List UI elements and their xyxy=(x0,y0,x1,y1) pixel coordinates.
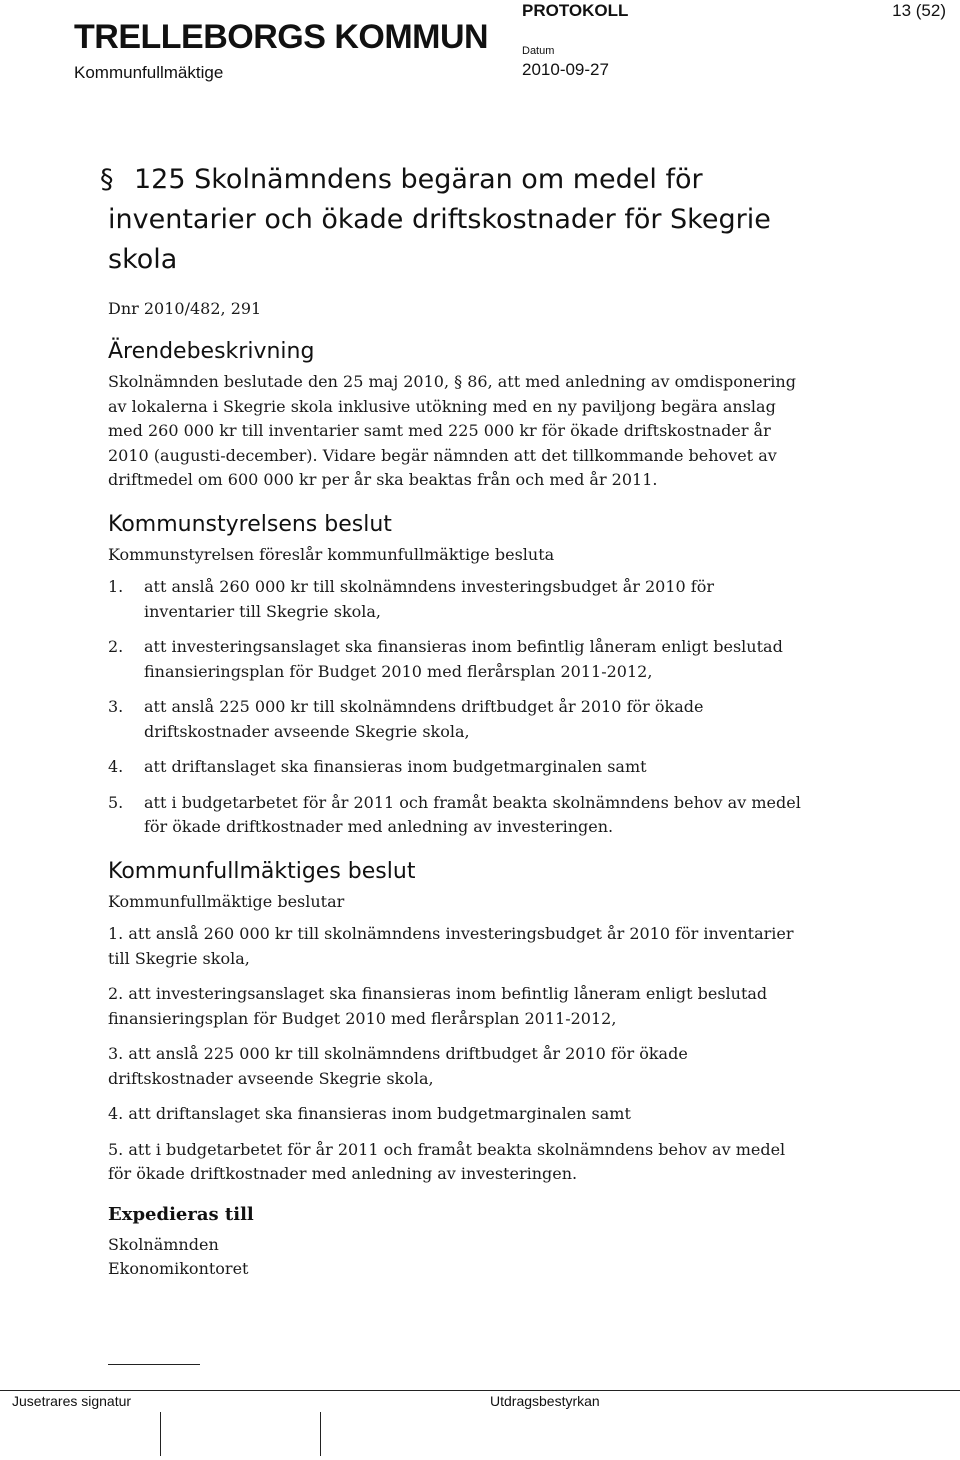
list-item: 4. att driftanslaget ska finansieras inom budgetmarginalen samt xyxy=(108,1104,631,1123)
kf-decision-intro: Kommunfullmäktige beslutar xyxy=(108,891,345,911)
separator-line xyxy=(108,1364,200,1365)
section-title xyxy=(100,160,808,280)
item-number: 4. xyxy=(108,757,124,776)
ks-decision-intro: Kommunstyrelsen föreslår kommunfullmäktige besluta xyxy=(108,544,555,564)
item-text: att investeringsanslaget ska finansieras inom befintlig låneram enligt beslutad finansieringsplan för Budget 2010 med flerårsplan 2011-2012, xyxy=(144,637,783,681)
dispatch-recipient: Ekonomikontoret xyxy=(108,1259,249,1278)
item-text: att driftanslaget ska finansieras inom budgetmarginalen samt xyxy=(144,757,647,776)
item-number: 2. xyxy=(108,637,124,656)
section-title-text: 125 Skolnämndens begäran om medel för inventarier och ökade driftskostnader för Skegrie skola xyxy=(108,164,771,275)
case-description-text: Skolnämnden beslutade den 25 maj 2010, § 86, att med anledning av omdisponering av lokalerna i Skegrie skola inklusive utökning med en ny paviljong begära anslag med 260 000 kr till inventarier samt med 225 000 kr för ökade driftskostnader år 2010 (augusti-december). Vidare begär nämnden att det tillkommande behovet av driftmedel om 600 000 kr per år ska beaktas från och med år 2011. xyxy=(108,372,796,489)
decision-body: Kommunfullmäktige xyxy=(74,63,224,82)
extract-certification-label: Utdragsbestyrkan xyxy=(490,1393,600,1409)
item-number: 1. xyxy=(108,577,124,596)
signature-label: Jusetrares signatur xyxy=(12,1393,132,1409)
list-item: 1. att anslå 260 000 kr till skolnämndens investeringsbudget år 2010 för inventarier till Skegrie skola, xyxy=(108,924,794,968)
document-type: PROTOKOLL xyxy=(522,1,629,20)
page-number: 13 (52) xyxy=(892,1,946,20)
kf-decision-heading: Kommunfullmäktiges beslut xyxy=(108,858,416,884)
date-label: Datum xyxy=(522,45,555,57)
ks-decision-list xyxy=(108,575,808,840)
organization-name: TRELLEBORGS KOMMUN xyxy=(74,18,489,56)
signature-box-divider xyxy=(160,1412,161,1456)
case-description-heading: Ärendebeskrivning xyxy=(108,339,315,364)
section-symbol: § xyxy=(100,164,114,195)
item-number: 3. xyxy=(108,697,124,716)
list-item xyxy=(108,755,808,780)
list-item xyxy=(108,635,808,684)
item-text: att i budgetarbetet för år 2011 och framåt beakta skolnämndens behov av medel för ökade driftkostnader med anledning av investeringen. xyxy=(144,792,801,836)
item-number: 5. xyxy=(108,792,124,812)
footer-divider xyxy=(0,1390,960,1391)
item-text: att anslå 260 000 kr till skolnämndens investeringsbudget år 2010 för inventarier till Skegrie skola, xyxy=(144,577,714,621)
list-item: 5. att i budgetarbetet för år 2011 och framåt beakta skolnämndens behov av medel för ökade driftkostnader med anledning av investeringen. xyxy=(108,1139,786,1183)
item-text: att anslå 225 000 kr till skolnämndens driftbudget år 2010 för ökade driftskostnader avseende Skegrie skola, xyxy=(144,697,704,741)
list-item xyxy=(108,575,808,624)
list-item xyxy=(108,695,808,744)
list-item: 3. att anslå 225 000 kr till skolnämndens driftbudget år 2010 för ökade driftskostnader avseende Skegrie skola, xyxy=(108,1044,688,1088)
signature-box-divider xyxy=(320,1412,321,1456)
list-item xyxy=(108,791,808,840)
ks-decision-heading: Kommunstyrelsens beslut xyxy=(108,511,392,537)
diary-number: Dnr 2010/482, 291 xyxy=(108,299,262,318)
list-item: 2. att investeringsanslaget ska finansieras inom befintlig låneram enligt beslutad finansieringsplan för Budget 2010 med flerårsplan 2011-2012, xyxy=(108,984,768,1028)
dispatch-heading: Expedieras till xyxy=(108,1203,254,1225)
meeting-date: 2010-09-27 xyxy=(522,60,609,79)
protocol-section xyxy=(100,160,808,1282)
dispatch-recipient: Skolnämnden xyxy=(108,1234,219,1254)
kf-decision-list xyxy=(108,922,808,1187)
